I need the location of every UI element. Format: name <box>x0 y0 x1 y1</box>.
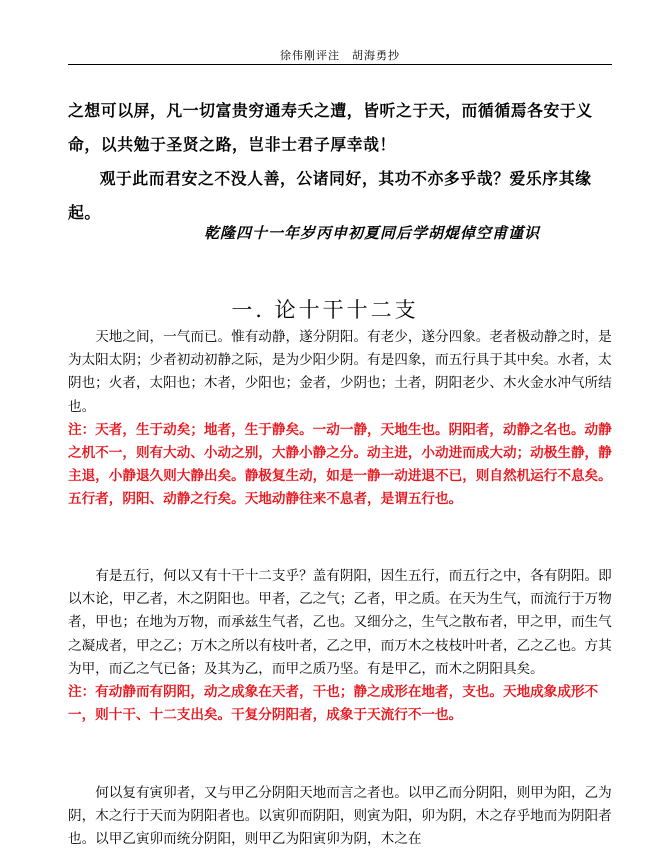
chapter-title: 一. 论十干十二支 <box>231 298 419 322</box>
section-1 <box>68 326 616 512</box>
preface-paragraph-2: 观于此而君安之不没人善，公诸同好，其功不亦多乎哉？爱乐序其缘起。 <box>68 169 592 222</box>
section-2-note: 注：有动静而有阴阳，动之成象在天者，干也；静之成形在地者，支也。天地成象成形不一，则十干、十二支出矣。干复分阴阳者，成象于天流行不一也。 <box>68 684 599 724</box>
section-2-text: 有是五行，何以又有十干十二支乎？盖有阴阳，因生五行，而五行之中，各有阴阳。即以木论，甲乙者，木之阴阳也。甲者，乙之气；乙者，甲之质。在天为生气，而流行于万物者，甲也；在地为万物，而承兹生气者，乙也。又细分之，生气之散布者，甲之甲，而生气之凝成者，甲之乙；万木之所以有枝叶者，乙之甲，而万木之枝枝叶叶者，乙之乙也。方其为甲，而乙之气已备；及其为乙，而甲之质乃坚。有是甲乙，而木之阴阳具矣。 <box>68 568 612 677</box>
preface-block <box>68 94 614 230</box>
section-1-text: 天地之间，一气而已。惟有动静，遂分阴阳。有老少，遂分四象。老者极动静之时，是为太阳太阴；少者初动初静之际，是为少阳少阴。有是四象，而五行具于其中矣。水者，太阴也；火者，太阳也；木者，少阳也；金者，少阴也；土者，阴阳老少、木火金水冲气所结也。 <box>68 329 612 415</box>
header-divider <box>68 64 612 65</box>
section-3 <box>68 782 616 852</box>
section-3-text: 何以复有寅卯者，又与甲乙分阴阳天地而言之者也。以甲乙而分阴阳，则甲为阳，乙为阴，木之行于天而为阴阳者也。以寅卯而阴阳，则寅为阳，卯为阴，木之存乎地而为阴阳者也。以甲乙寅卯而统分阴阳，则甲乙为阳寅卯为阴，木之在 <box>68 785 612 848</box>
preface-paragraph-1: 之想可以屏，凡一切富贵穷通寿夭之遭，皆听之于天，而循循焉各安于义命，以共勉于圣贤之路，岂非士君子厚幸哉！ <box>68 101 593 154</box>
page-header: 徐伟刚评注 胡海勇抄 <box>280 49 400 62</box>
section-2 <box>68 565 616 727</box>
preface-signature: 乾隆四十一年岁丙申初夏同后学胡焜倬空甫谨识 <box>204 224 541 242</box>
section-1-note: 注：天者，生于动矣；地者，生于静矣。一动一静，天地生也。阴阳者，动静之名也。动静之机不一，则有大动、小动之别，大静小静之分。动主进，小动进而成大动；动极生静，静主退，小静退久则大静出矣。静极复生动，如是一静一动进退不已，则自然机运行不息矣。五行者，阴阳、动静之行矣。天地动静往来不息者，是谓五行也。 <box>68 421 612 508</box>
